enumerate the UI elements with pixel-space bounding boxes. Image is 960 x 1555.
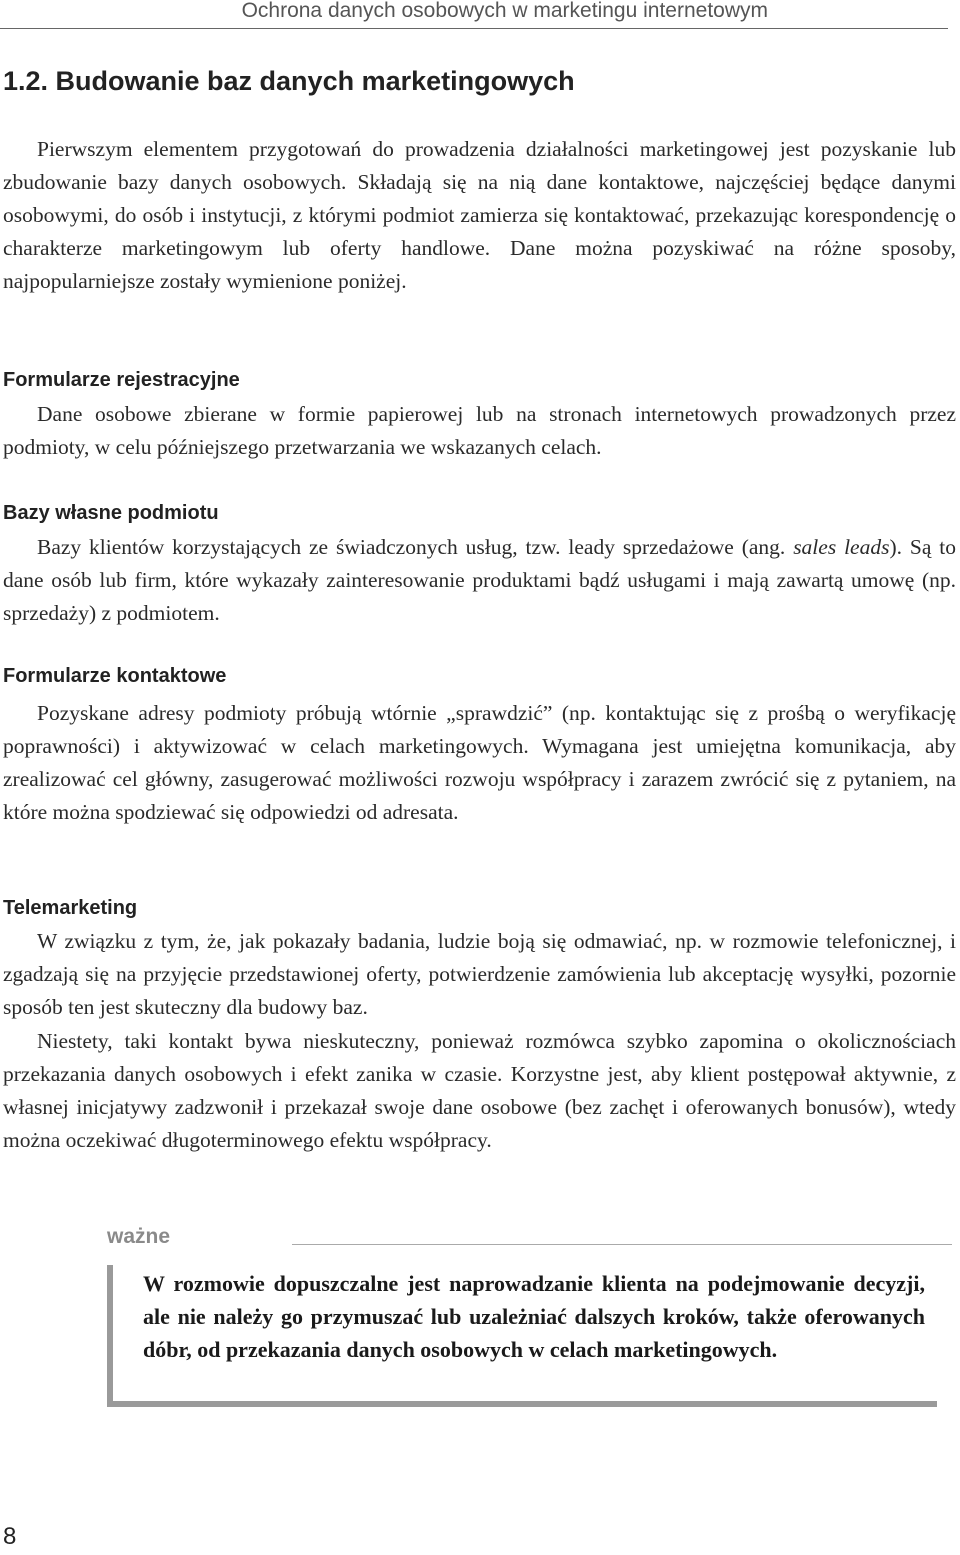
note-label-rule [292, 1244, 952, 1245]
section-title: 1.2. Budowanie baz danych marketingowych [3, 66, 575, 96]
subheading-telemarketing: Telemarketing [3, 897, 138, 919]
subheading-own-databases: Bazy własne podmiotu [3, 502, 219, 524]
contact-forms-text: Pozyskane adresy podmioty próbują wtórnie „sprawdzić” (np. kontaktując się z prośbą o weryfikację poprawności) i aktywizować w celach marketingowych. Wymagana jest umiejętna komunikacja, aby zrealizować cel główny, zasugerować możliwości rozwoju współpracy i zarazem zwrócić się z pytaniem, na które można spodziewać się odpowiedzi od adresata. [3, 701, 956, 824]
registration-forms-text: Dane osobowe zbierane w formie papierowej lub na stronach internetowych prowadzonych przez podmioty, w celu późniejszego przetwarzania we wskazanych celach. [3, 402, 956, 459]
page-number: 8 [3, 1523, 17, 1550]
important-note-text: W rozmowie dopuszczalne jest naprowadzanie klienta na podejmowanie decyzji, ale nie należy go przymuszać lub uzależniać dalszych kroków, także oferowanych dóbr, od przekazania danych osobowych w celach marketingowych. [143, 1271, 925, 1362]
subheading-contact-forms: Formularze kontaktowe [3, 665, 227, 687]
own-databases-text: Bazy klientów korzystających ze świadczonych usług, tzw. leady sprzedażowe (ang. sales leads). Są to dane osób lub firm, które wykazały zainteresowanie produktami bądź usługami i mają zawartą umowę (np. sprzedaży) z podmiotem. [3, 535, 956, 625]
intro-paragraph: Pierwszym elementem przygotowań do prowadzenia działalności marketingowej jest pozyskanie lub zbudowanie bazy danych osobowych. Składają się na nią dane kontaktowe, najczęściej będące danymi osobowymi, do osób i instytucji, z którymi podmiot zamierza się kontaktować, przekazując korespondencję o charakterze marketingowym lub oferty handlowe. Dane można pozyskiwać na różne sposoby, najpopularniejsze zostały wymienione poniżej. [3, 137, 956, 293]
running-header: Ochrona danych osobowych w marketingu internetowym [241, 0, 768, 22]
telemarketing-text-continued: Niestety, taki kontakt bywa nieskuteczny, ponieważ rozmówca szybko zapomina o okolicznościach przekazania danych osobowych i efekt zanika w czasie. Korzystne jest, aby klient postępował aktywnie, z własnej inicjatywy zadzwonił i przekazał swoje dane osobowe (bez zachęt i oferowanych bonusów), wtedy można oczekiwać długoterminowego efektu współpracy. [3, 1029, 956, 1152]
subheading-registration-forms: Formularze rejestracyjne [3, 369, 240, 391]
important-note-label: ważne [107, 1225, 171, 1248]
telemarketing-text: W związku z tym, że, jak pokazały badania, ludzie boją się odmawiać, np. w rozmowie telefonicznej, i zgadzają się na przyjęcie przedstawionej oferty, potwierdzenie zamówienia lub akceptację wysyłki, pozornie sposób ten jest skuteczny dla budowy baz. [3, 929, 956, 1019]
header-rule [0, 28, 948, 29]
